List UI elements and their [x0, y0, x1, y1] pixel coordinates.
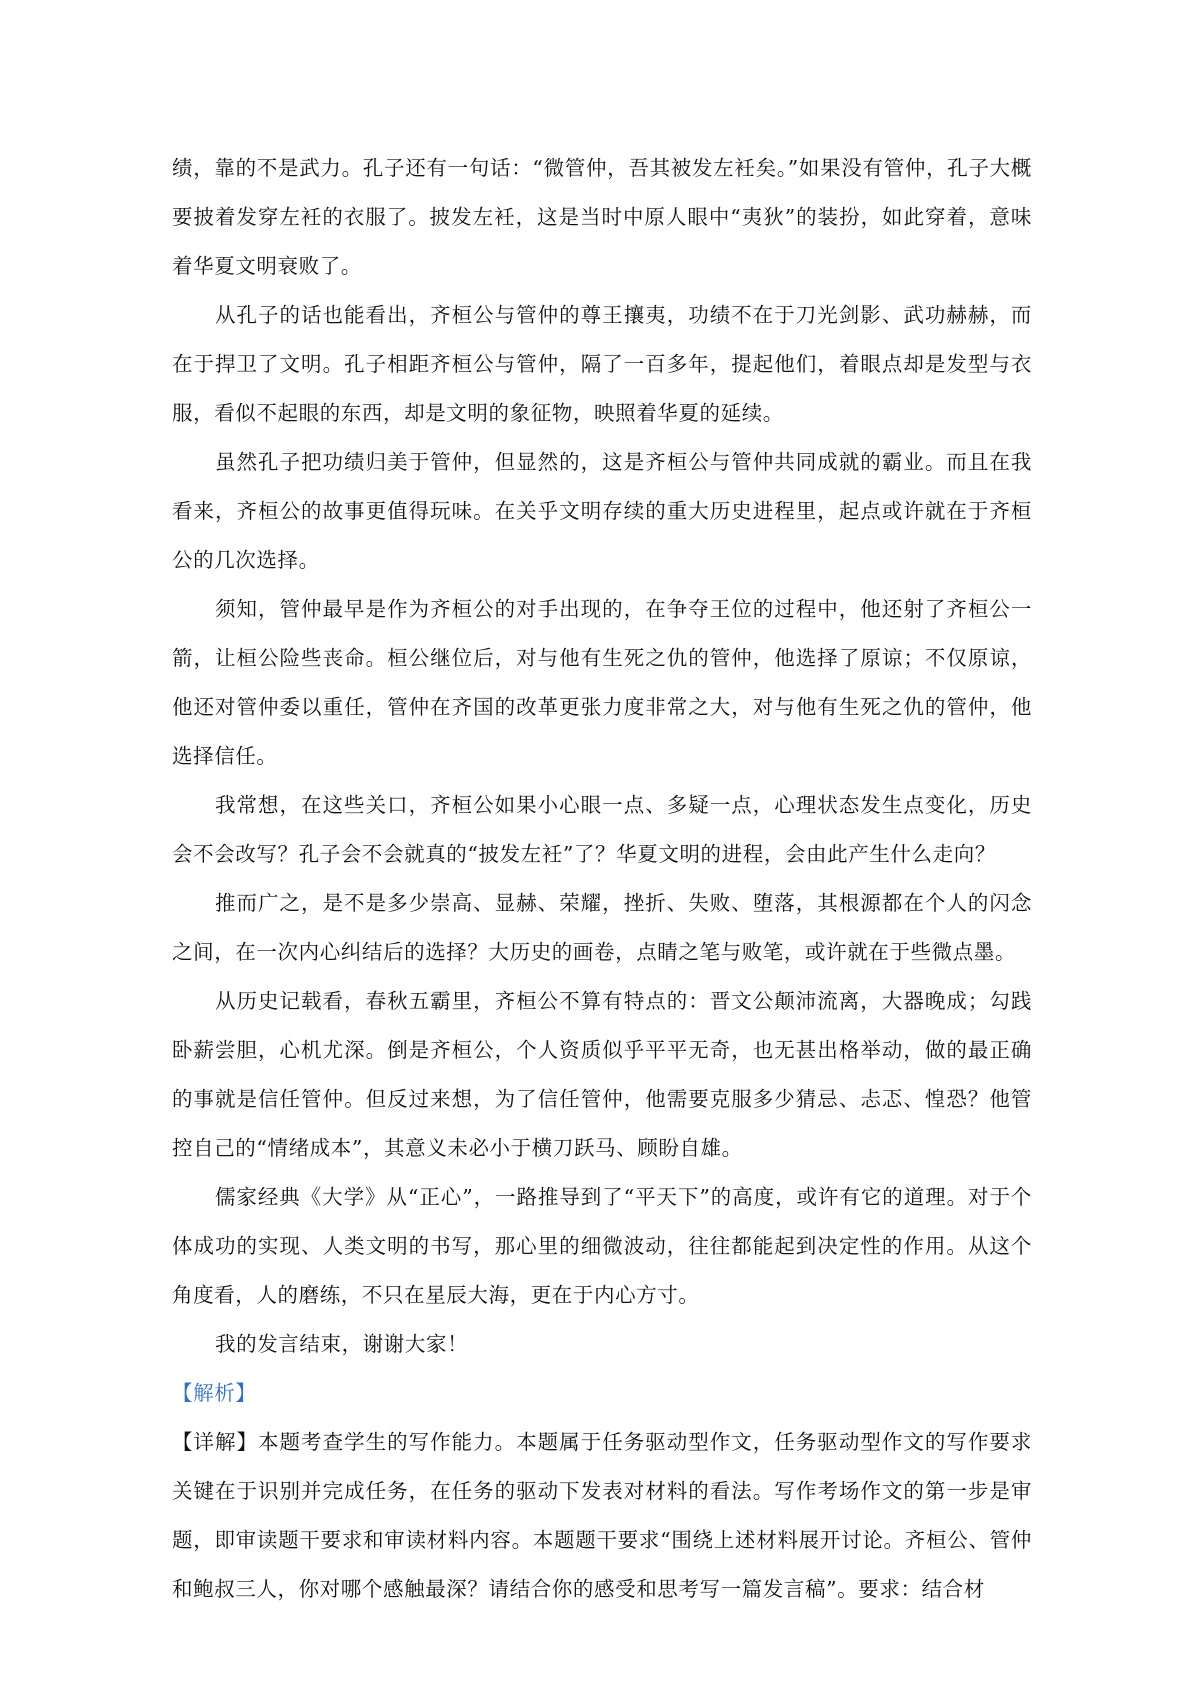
paragraph-closing: 我的发言结束，谢谢大家！	[215, 1332, 469, 1356]
paragraph-2: 从孔子的话也能看出，齐桓公与管仲的尊王攘夷，功绩不在于刀光剑影、武功赫赫，而在于捍卫了文明。孔子相距齐桓公与管仲，隔了一百多年，提起他们，着眼点却是发型与衣服，看似不起眼的东西，却是文明的象征物，映照着华夏的延续。	[172, 303, 1032, 425]
paragraph-5: 我常想，在这些关口，齐桓公如果小心眼一点、多疑一点，心理状态发生点变化，历史会不会改写？孔子会不会就真的“披发左衽”了？华夏文明的进程，会由此产生什么走向？	[172, 793, 1032, 866]
detail-paragraph: 【详解】本题考查学生的写作能力。本题属于任务驱动型作文，任务驱动型作文的写作要求关键在于识别并完成任务，在任务的驱动下发表对材料的看法。写作考场作文的第一步是审题，即审读题干要求和审读材料内容。本题题干要求“围绕上述材料展开讨论。齐桓公、管仲和鲍叔三人，你对哪个感触最深？请结合你的感受和思考写一篇发言稿”。要求：结合材	[172, 1430, 1032, 1601]
analysis-label: 【解析】	[172, 1381, 257, 1405]
paragraph-8: 儒家经典《大学》从“正心”，一路推导到了“平天下”的高度，或许有它的道理。对于个体成功的实现、人类文明的书写，那心里的细微波动，往往都能起到决定性的作用。从这个角度看，人的磨练，不只在星辰大海，更在于内心方寸。	[172, 1185, 1032, 1307]
paragraph-4: 须知，管仲最早是作为齐桓公的对手出现的，在争夺王位的过程中，他还射了齐桓公一箭，让桓公险些丧命。桓公继位后，对与他有生死之仇的管仲，他选择了原谅；不仅原谅，他还对管仲委以重任，管仲在齐国的改革更张力度非常之大，对与他有生死之仇的管仲，他选择信任。	[172, 597, 1032, 768]
paragraph-1: 绩，靠的不是武力。孔子还有一句话：“微管仲，吾其被发左衽矣。”如果没有管仲，孔子大概要披着发穿左衽的衣服了。披发左衽，这是当时中原人眼中“夷狄”的装扮，如此穿着，意味着华夏文明衰败了。	[172, 156, 1032, 278]
document-body	[172, 144, 1032, 1614]
paragraph-3: 虽然孔子把功绩归美于管仲，但显然的，这是齐桓公与管仲共同成就的霸业。而且在我看来，齐桓公的故事更值得玩味。在关乎文明存续的重大历史进程里，起点或许就在于齐桓公的几次选择。	[172, 450, 1032, 572]
paragraph-7: 从历史记载看，春秋五霸里，齐桓公不算有特点的：晋文公颠沛流离，大器晚成；勾践卧薪尝胆，心机尤深。倒是齐桓公，个人资质似乎平平无奇，也无甚出格举动，做的最正确的事就是信任管仲。但反过来想，为了信任管仲，他需要克服多少猜忌、忐忑、惶恐？他管控自己的“情绪成本”，其意义未必小于横刀跃马、顾盼自雄。	[172, 989, 1032, 1160]
paragraph-6: 推而广之，是不是多少崇高、显赫、荣耀，挫折、失败、堕落，其根源都在个人的闪念之间，在一次内心纠结后的选择？大历史的画卷，点睛之笔与败笔，或许就在于些微点墨。	[172, 891, 1032, 964]
